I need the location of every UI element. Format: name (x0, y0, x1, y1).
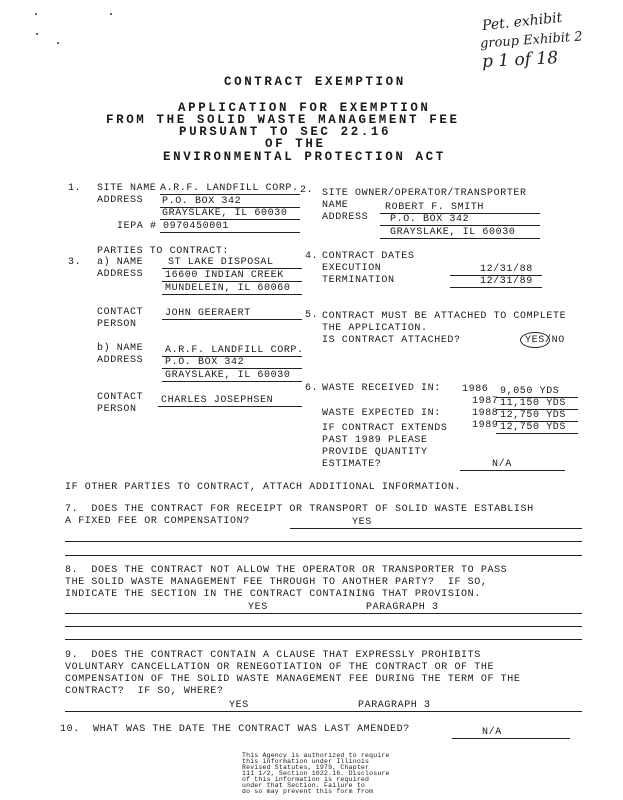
party-a-name: ST LAKE DISPOSAL (168, 257, 274, 268)
section-1-number: 1. (68, 183, 82, 194)
question-8-line2: THE SOLID WASTE MANAGEMENT FEE THROUGH TO ANOTHER PARTY? IF SO, (65, 577, 488, 588)
site-name-underline (160, 194, 300, 195)
form-heading-line4: OF THE (265, 137, 326, 151)
owner-name-value: ROBERT F. SMITH (385, 202, 485, 213)
party-b-address-underline (162, 368, 302, 369)
party-b-contact-underline (158, 406, 302, 407)
waste-year-1989: 1989 (472, 420, 499, 431)
parties-to-contract-label: PARTIES TO CONTRACT: (97, 246, 230, 257)
form-heading-line1: APPLICATION FOR EXEMPTION (178, 101, 431, 115)
question-8-line1: 8. DOES THE CONTRACT NOT ALLOW THE OPERATOR OR TRANSPORTER TO PASS (65, 565, 508, 576)
party-b-contact-person: CHARLES JOSEPHSEN (161, 395, 274, 406)
party-b-contact-label: CONTACT (97, 392, 144, 403)
waste-value-1988: 12,750 YDS (500, 410, 567, 421)
contract-attached-no: /NO (545, 335, 565, 346)
termination-underline (450, 287, 542, 288)
party-b-name: A.R.F. LANDFILL CORP. (165, 345, 304, 356)
handwritten-note: Pet. exhibit (481, 9, 563, 35)
question-9-line2: VOLUNTARY CANCELLATION OR RENEGOTIATION OF THE CONTRACT OR OF THE (65, 662, 495, 673)
party-a-address2-underline (162, 294, 302, 295)
owner-address2-underline (380, 238, 540, 239)
party-a-address-line1: 16600 INDIAN CREEK (165, 270, 284, 281)
iepa-number: 0970450001 (163, 221, 230, 232)
party-b-person-label: PERSON (97, 404, 137, 415)
contract-extends-line2: PAST 1989 PLEASE (322, 435, 428, 446)
party-b-address-line2: GRAYSLAKE, IL 60030 (165, 370, 291, 381)
section-5-number: 5. (305, 310, 319, 321)
footer-notice-line3: Revised Statutes, 1979, Chapter (242, 764, 370, 771)
form-heading-line5: ENVIRONMENTAL PROTECTION ACT (163, 150, 446, 164)
question-10-answer: N/A (482, 727, 502, 738)
execution-label: EXECUTION (322, 263, 382, 274)
contract-extends-line1: IF CONTRACT EXTENDS (322, 423, 448, 434)
site-address-line1: P.O. BOX 342 (162, 196, 242, 207)
termination-label: TERMINATION (322, 275, 395, 286)
owner-address-line2: GRAYSLAKE, IL 60030 (390, 227, 516, 238)
party-b-address-label: ADDRESS (97, 355, 144, 366)
party-b-name-label: b) NAME (97, 343, 144, 354)
execution-date: 12/31/88 (480, 264, 533, 275)
form-heading-line3: PURSUANT TO SEC 22.16 (179, 125, 392, 139)
section-2-number: 2. (300, 185, 314, 196)
contract-attached-question: IS CONTRACT ATTACHED? (322, 335, 461, 346)
question-7-blank-line (65, 541, 582, 542)
contract-attach-line2: THE APPLICATION. (322, 323, 428, 334)
owner-address-line1: P.O. BOX 342 (390, 214, 470, 225)
party-a-contact-underline (162, 319, 302, 320)
scan-speck (35, 13, 37, 15)
footer-notice-line1: This Agency is authorized to require (242, 752, 390, 759)
quantity-estimate-underline (460, 470, 565, 471)
site-owner-title: SITE OWNER/OPERATOR/TRANSPORTER (322, 188, 527, 199)
party-a-name-underline (162, 268, 302, 269)
handwritten-exhibit: group Exhibit 2 (479, 29, 584, 52)
form-title: CONTRACT EXEMPTION (224, 75, 406, 89)
contract-extends-line4: ESTIMATE? (322, 459, 382, 470)
section-6-number: 6. (305, 383, 319, 394)
party-a-contact-person: JOHN GEERAERT (165, 308, 251, 319)
owner-address-underline (380, 225, 540, 226)
question-7-answer-line (290, 528, 582, 529)
site-address-line2: GRAYSLAKE, IL 60030 (162, 208, 288, 219)
iepa-underline (160, 232, 300, 233)
contract-attach-line1: CONTRACT MUST BE ATTACHED TO COMPLETE (322, 311, 567, 322)
termination-date: 12/31/89 (480, 276, 533, 287)
waste-value-1987: 11,150 YDS (500, 398, 567, 409)
site-address-label: ADDRESS (97, 195, 144, 206)
question-7-answer: YES (352, 517, 372, 528)
scan-speck (110, 13, 112, 15)
contract-attached-yes: YES (525, 335, 545, 346)
waste-received-label: WASTE RECEIVED IN: (322, 383, 441, 394)
question-8-blank-line (65, 639, 582, 640)
question-7-line2: A FIXED FEE OR COMPENSATION? (65, 516, 250, 527)
question-9-line4: CONTRACT? IF SO, WHERE? (65, 686, 224, 697)
iepa-label: IEPA # (117, 221, 157, 232)
party-b-address2-underline (162, 381, 302, 382)
party-a-contact-label: CONTACT (97, 307, 144, 318)
question-8-answer-line (65, 613, 582, 614)
question-9-answer-line (65, 711, 582, 712)
question-9-section: PARAGRAPH 3 (358, 700, 431, 711)
site-name-label: SITE NAME (97, 183, 157, 194)
question-8-section: PARAGRAPH 3 (366, 602, 439, 613)
other-parties-note: IF OTHER PARTIES TO CONTRACT, ATTACH ADDITIONAL INFORMATION. (65, 482, 462, 493)
scan-speck (36, 33, 38, 35)
section-3-number: 3. (68, 257, 82, 268)
owner-address-label: ADDRESS (322, 212, 369, 223)
waste-value-1986: 9,050 YDS (500, 386, 560, 397)
party-a-address-underline (162, 281, 302, 282)
party-a-address-label: ADDRESS (97, 269, 144, 280)
waste-1989-underline (496, 433, 578, 434)
question-7-blank-line (65, 555, 582, 556)
question-9-line1: 9. DOES THE CONTRACT CONTAIN A CLAUSE THAT EXPRESSLY PROHIBITS (65, 650, 481, 661)
question-10-answer-line (452, 738, 570, 739)
question-10-text: 10. WHAT WAS THE DATE THE CONTRACT WAS LAST AMENDED? (60, 724, 410, 735)
party-a-address-line2: MUNDELEIN, IL 60060 (165, 283, 291, 294)
section-4-number: 4. (305, 251, 319, 262)
waste-year-1987: 1987 (472, 396, 499, 407)
contract-extends-line3: PROVIDE QUANTITY (322, 447, 428, 458)
contract-dates-title: CONTRACT DATES (322, 251, 415, 262)
form-heading-line2: FROM THE SOLID WASTE MANAGEMENT FEE (106, 113, 460, 127)
party-b-address-line1: P.O. BOX 342 (165, 357, 245, 368)
scan-speck (57, 42, 59, 44)
site-name-value: A.R.F. LANDFILL CORP. (160, 183, 299, 194)
footer-notice-line2: this information under Illinois (242, 758, 370, 765)
footer-notice-line5: of this information is required (242, 776, 370, 783)
question-9-answer: YES (229, 700, 249, 711)
waste-year-1988: 1988 (472, 408, 499, 419)
waste-value-1989: 12,750 YDS (500, 422, 567, 433)
owner-name-label: NAME (322, 200, 349, 211)
question-8-answer: YES (248, 602, 268, 613)
waste-year-1986: 1986 (462, 384, 489, 395)
footer-notice-line4: 111 1/2, Section 1022.16. Disclosure (242, 770, 390, 777)
handwritten-page-number: p 1 of 18 (481, 48, 559, 72)
question-8-blank-line (65, 626, 582, 627)
waste-expected-label: WASTE EXPECTED IN: (322, 408, 441, 419)
site-address2-underline (160, 219, 300, 220)
question-8-line3: INDICATE THE SECTION IN THE CONTRACT CONTAINING THAT PROVISION. (65, 589, 481, 600)
quantity-estimate: N/A (492, 459, 512, 470)
footer-notice-line7: do so may prevent this form from (242, 788, 374, 795)
question-7-line1: 7. DOES THE CONTRACT FOR RECEIPT OR TRANSPORT OF SOLID WASTE ESTABLISH (65, 504, 534, 515)
party-a-name-label: a) NAME (97, 257, 144, 268)
party-a-person-label: PERSON (97, 319, 137, 330)
question-9-line3: COMPENSATION OF THE SOLID WASTE MANAGEMENT FEE DURING THE TERM OF THE (65, 674, 521, 685)
footer-notice-line6: under that Section. Failure to (242, 782, 366, 789)
